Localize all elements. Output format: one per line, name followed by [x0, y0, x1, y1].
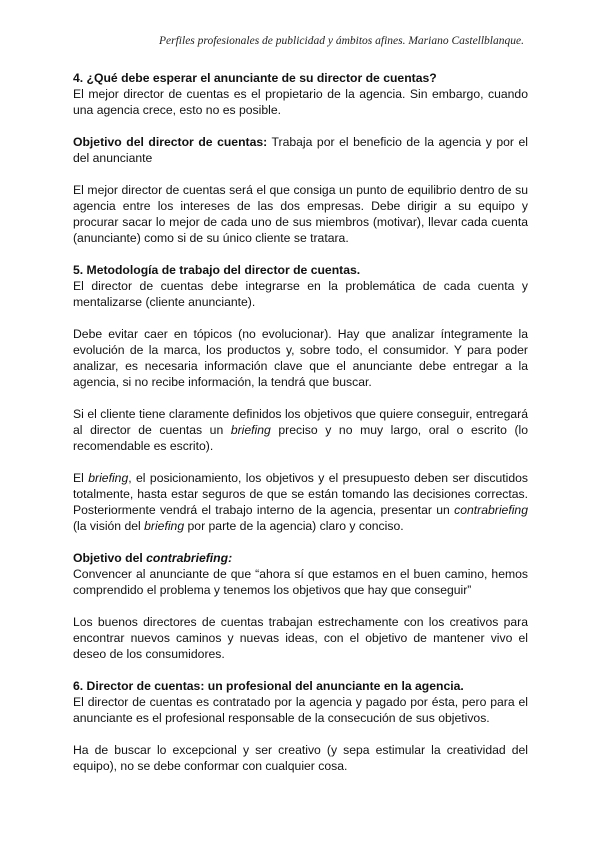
section-4-paragraph-1: El mejor director de cuentas es el propietario de la agencia. Sin embargo, cuando una agencia crece, esto no es posible.: [73, 87, 528, 117]
text-run: Objetivo del: [73, 551, 147, 565]
section-5-paragraph-4: [73, 470, 528, 534]
emphasis-contrabriefing: contrabriefing:: [146, 551, 233, 565]
section-6-paragraph-2: Ha de buscar lo excepcional y ser creativo (y sepa estimular la creatividad del equipo), no se debe conformar con cualquier cosa.: [73, 743, 528, 773]
text-run: , el posicionamiento, los objetivos y el presupuesto deben ser discutidos totalmente, hasta estar seguros de que se están tomando las decisiones correctas. Posteriormente vendrá el trabajo interno de la agencia, presentar un: [73, 471, 528, 517]
section-4-paragraph-2: El mejor director de cuentas será el que consiga un punto de equilibrio dentro de su agencia entre los intereses de las dos empresas. Debe dirigir a su equipo y procurar sacar lo mejor de cada uno de sus miembros (motivar), llevar cada cuenta (anunciante) como si de su único cliente se tratara.: [73, 183, 528, 245]
text-run: preciso y no muy largo, oral o escrito (lo recomendable es escrito).: [73, 423, 529, 453]
emphasis-briefing: briefing: [230, 423, 271, 437]
contrabriefing-objective-text: Convencer al anunciante de que “ahora sí que estamos en el buen camino, hemos comprendido el problema y tenemos los objetivos que hay que conseguir”: [73, 567, 528, 597]
section-5-paragraph-3: [73, 406, 528, 454]
section-5-paragraph-5: Los buenos directores de cuentas trabajan estrechamente con los creativos para encontrar nuevos caminos y nuevas ideas, con el objetivo de mantener vivo el deseo de los consumidores.: [73, 615, 528, 661]
text-run: (la visión del: [73, 519, 145, 533]
objective-label: Objetivo del director de cuentas:: [73, 135, 268, 149]
section-4-objective: [73, 134, 528, 166]
section-4-heading: 4. ¿Qué debe esperar el anunciante de su director de cuentas?: [73, 71, 437, 85]
section-5-paragraph-1: El director de cuentas debe integrarse en la problemática de cada cuenta y mentalizarse (cliente anunciante).: [73, 279, 528, 309]
objective-text: Trabaja por el beneficio de la agencia y por el del anunciante: [73, 135, 528, 165]
emphasis-contrabriefing: contrabriefing: [454, 503, 528, 517]
emphasis-briefing: briefing: [88, 471, 129, 485]
section-5-paragraph-2: Debe evitar caer en tópicos (no evolucionar). Hay que analizar íntegramente la evolución de la marca, los productos y, sobre todo, el consumidor. Y para poder analizar, es necesaria información clave que el anunciante debe entregar a la agencia, si no recibe información, la tendrá que buscar.: [73, 327, 528, 389]
text-run: El: [73, 471, 89, 485]
text-run: Si el cliente tiene claramente definidos los objetivos que quiere conseguir, entregará al director de cuentas un: [73, 407, 528, 437]
running-header: Perfiles profesionales de publicidad y ámbitos afines. Mariano Castellblanque.: [159, 35, 524, 47]
section-5-heading: 5. Metodología de trabajo del director de cuentas.: [73, 263, 361, 277]
document-body: [73, 70, 528, 774]
section-6-heading: 6. Director de cuentas: un profesional del anunciante en la agencia.: [73, 679, 464, 693]
text-run: por parte de la agencia) claro y conciso.: [184, 519, 404, 533]
contrabriefing-objective-heading: [73, 550, 528, 566]
section-6-paragraph-1: El director de cuentas es contratado por la agencia y pagado por ésta, pero para el anunciante es el profesional responsable de la consecución de sus objetivos.: [73, 695, 528, 725]
emphasis-briefing: briefing: [144, 519, 185, 533]
